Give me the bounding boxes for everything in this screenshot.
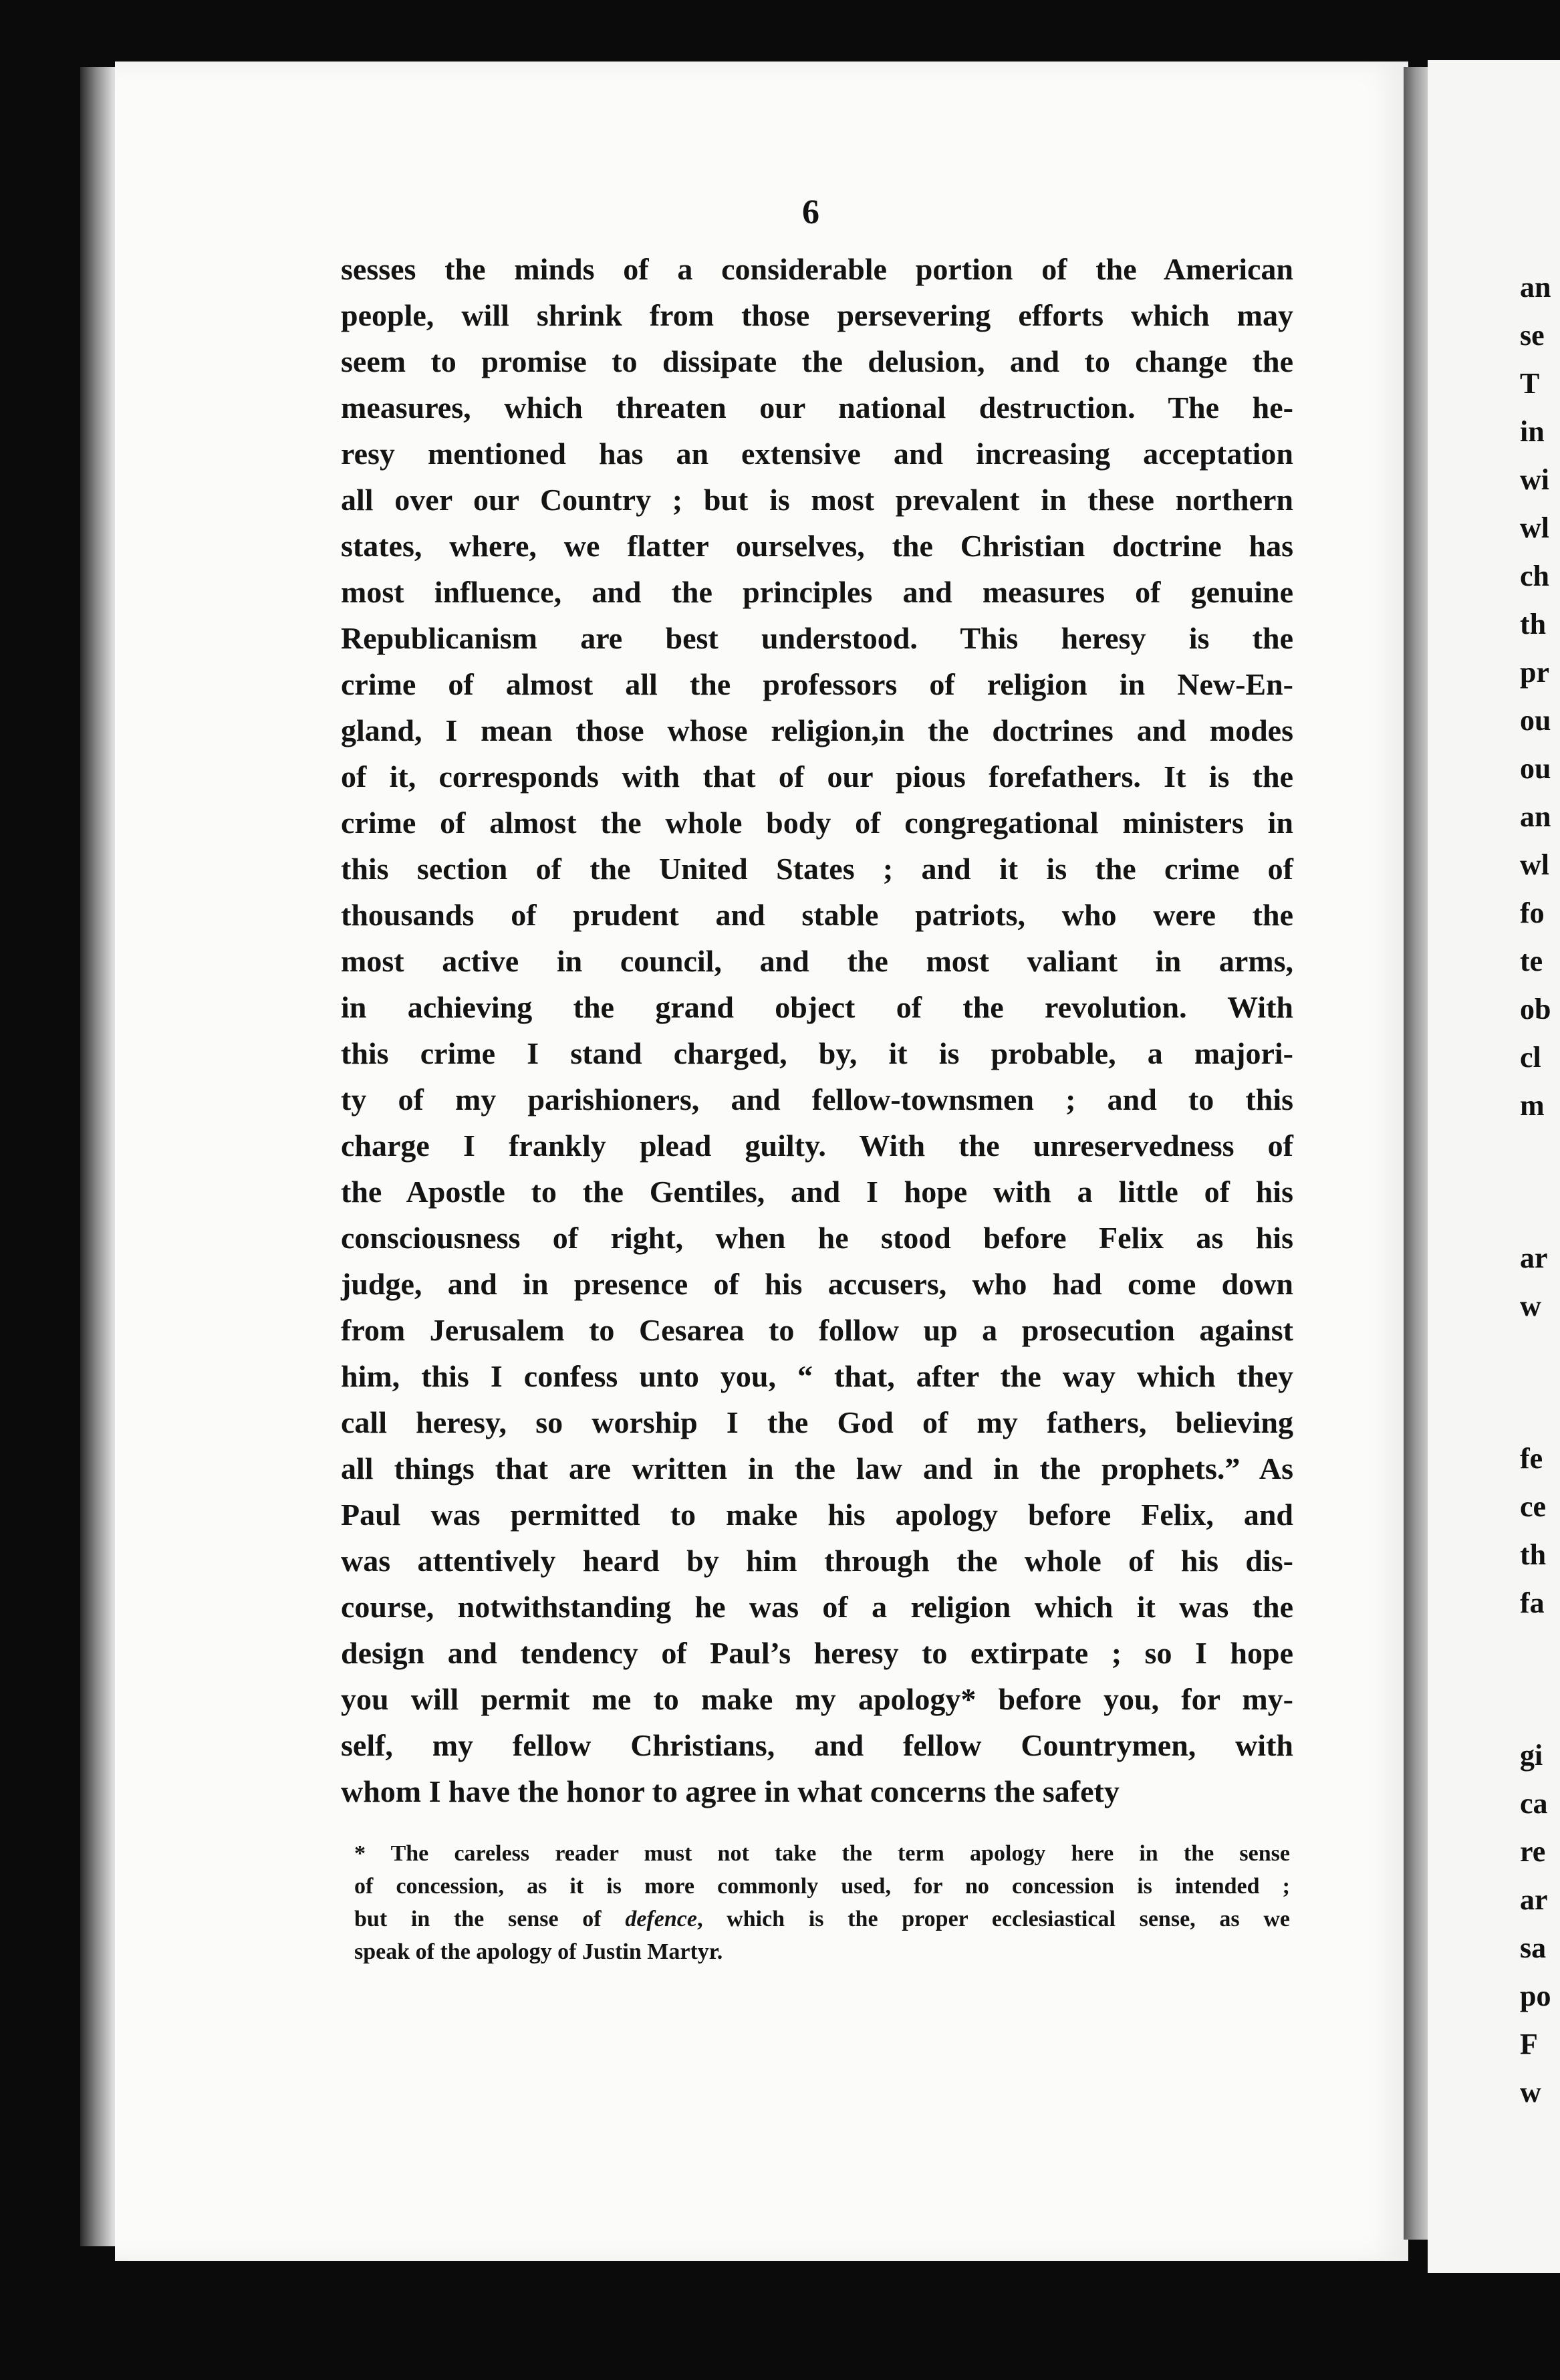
text-line: sesses the minds of a considerable portion of the American xyxy=(341,252,1293,286)
page-gutter xyxy=(1404,67,1428,2240)
text-line: people, will shrink from those persevering efforts which may xyxy=(341,298,1293,332)
text-line: him, this I confess unto you, “ that, after the way which they xyxy=(341,1359,1293,1393)
facing-page-fragment: po xyxy=(1520,1980,1551,2012)
facing-page-fragment: ou xyxy=(1520,704,1551,737)
facing-page-fragment: fe xyxy=(1520,1442,1543,1475)
facing-page-fragment: an xyxy=(1520,271,1551,304)
footnote-line: of concession, as it is more commonly used, for no concession is intended ; xyxy=(354,1874,1290,1899)
facing-page-fragment: th xyxy=(1520,608,1547,640)
text-line: the Apostle to the Gentiles, and I hope with a little of his xyxy=(341,1175,1293,1209)
text-line: judge, and in presence of his accusers, who had come down xyxy=(341,1267,1293,1301)
text-line: consciousness of right, when he stood before Felix as his xyxy=(341,1221,1293,1255)
footnote xyxy=(354,1837,1290,1968)
text-line: crime of almost all the professors of religion in New-En- xyxy=(341,667,1293,701)
facing-page-fragment: in xyxy=(1520,415,1545,448)
facing-page-fragment: ar xyxy=(1520,1883,1548,1916)
text-line: most influence, and the principles and measures of genuine xyxy=(341,575,1293,609)
facing-page-fragment: ou xyxy=(1520,752,1551,785)
facing-page-fragment: wi xyxy=(1520,463,1549,496)
text-line: of it, corresponds with that of our pious forefathers. It is the xyxy=(341,759,1293,794)
text-line: seem to promise to dissipate the delusion, and to change the xyxy=(341,344,1293,378)
text-line: measures, which threaten our national destruction. The he- xyxy=(341,390,1293,425)
text-line: all over our Country ; but is most prevalent in these northern xyxy=(341,483,1293,517)
facing-page-fragment: w xyxy=(1520,1290,1541,1322)
facing-page-fragment: te xyxy=(1520,945,1543,977)
text-line: states, where, we flatter ourselves, the Christian doctrine has xyxy=(341,529,1293,563)
facing-page-fragment: wl xyxy=(1520,511,1549,544)
facing-page-fragment: cl xyxy=(1520,1041,1541,1074)
facing-page-fragment: ob xyxy=(1520,993,1551,1026)
text-line: course, notwithstanding he was of a religion which it was the xyxy=(341,1590,1293,1624)
facing-page-fragment: F xyxy=(1520,2028,1538,2060)
text-line: ty of my parishioners, and fellow-townsmen ; and to this xyxy=(341,1082,1293,1116)
footnote-text: but in the sense of xyxy=(354,1907,626,1931)
text-line: in achieving the grand object of the revolution. With xyxy=(341,990,1293,1024)
facing-page-fragment: ca xyxy=(1520,1787,1548,1820)
text-line: design and tendency of Paul’s heresy to extirpate ; so I hope xyxy=(341,1636,1293,1670)
book-left-edge xyxy=(80,67,120,2246)
text-line: you will permit me to make my apology* before you, for my- xyxy=(341,1682,1293,1716)
text-line: Paul was permitted to make his apology before Felix, and xyxy=(341,1498,1293,1532)
text-line: most active in council, and the most valiant in arms, xyxy=(341,944,1293,978)
facing-page xyxy=(1428,60,1560,2273)
text-line: Republicanism are best understood. This heresy is the xyxy=(341,621,1293,655)
text-line: resy mentioned has an extensive and increasing acceptation xyxy=(341,437,1293,471)
text-line: from Jerusalem to Cesarea to follow up a prosecution against xyxy=(341,1313,1293,1347)
body-text xyxy=(341,246,1293,1814)
facing-page-fragment: wl xyxy=(1520,848,1549,881)
text-line: this crime I stand charged, by, it is probable, a majori- xyxy=(341,1036,1293,1070)
text-line: charge I frankly plead guilty. With the unreservedness of xyxy=(341,1128,1293,1163)
page-number: 6 xyxy=(802,193,819,231)
text-line: call heresy, so worship I the God of my fathers, believing xyxy=(341,1405,1293,1439)
facing-page-fragment: pr xyxy=(1520,656,1549,689)
facing-page-fragment: ch xyxy=(1520,560,1549,592)
text-line: thousands of prudent and stable patriots, who were the xyxy=(341,898,1293,932)
facing-page-fragment: an xyxy=(1520,800,1551,833)
footnote-line xyxy=(354,1903,1290,1935)
facing-page-fragment: ce xyxy=(1520,1490,1547,1523)
facing-page-fragment: re xyxy=(1520,1835,1546,1868)
facing-page-fragment: ar xyxy=(1520,1241,1548,1274)
facing-page-fragment: sa xyxy=(1520,1931,1547,1964)
facing-page-fragment: th xyxy=(1520,1538,1547,1571)
facing-page-fragment: gi xyxy=(1520,1739,1543,1772)
facing-page-fragment: fa xyxy=(1520,1586,1545,1619)
footnote-line: * The careless reader must not take the term apology here in the sense xyxy=(354,1841,1290,1866)
facing-page-fragment: fo xyxy=(1520,897,1545,929)
footnote-italic-word: defence xyxy=(625,1907,697,1931)
text-line: this section of the United States ; and it is the crime of xyxy=(341,852,1293,886)
facing-page-fragment: w xyxy=(1520,2076,1541,2109)
facing-page-fragment: m xyxy=(1520,1089,1545,1122)
text-line: whom I have the honor to agree in what concerns the safety xyxy=(341,1774,1120,1808)
text-line: self, my fellow Christians, and fellow Countrymen, with xyxy=(341,1728,1293,1762)
text-line: all things that are written in the law and in the prophets.” As xyxy=(341,1451,1293,1485)
facing-page-fragment: se xyxy=(1520,319,1545,352)
facing-page-fragment: T xyxy=(1520,367,1540,400)
footnote-text: , which is the proper ecclesiastical sense, as we xyxy=(696,1907,1290,1931)
text-line: was attentively heard by him through the whole of his dis- xyxy=(341,1544,1293,1578)
text-line: gland, I mean those whose religion,in the doctrines and modes xyxy=(341,713,1293,747)
text-line: crime of almost the whole body of congregational ministers in xyxy=(341,806,1293,840)
footnote-line: speak of the apology of Justin Martyr. xyxy=(354,1939,723,1964)
